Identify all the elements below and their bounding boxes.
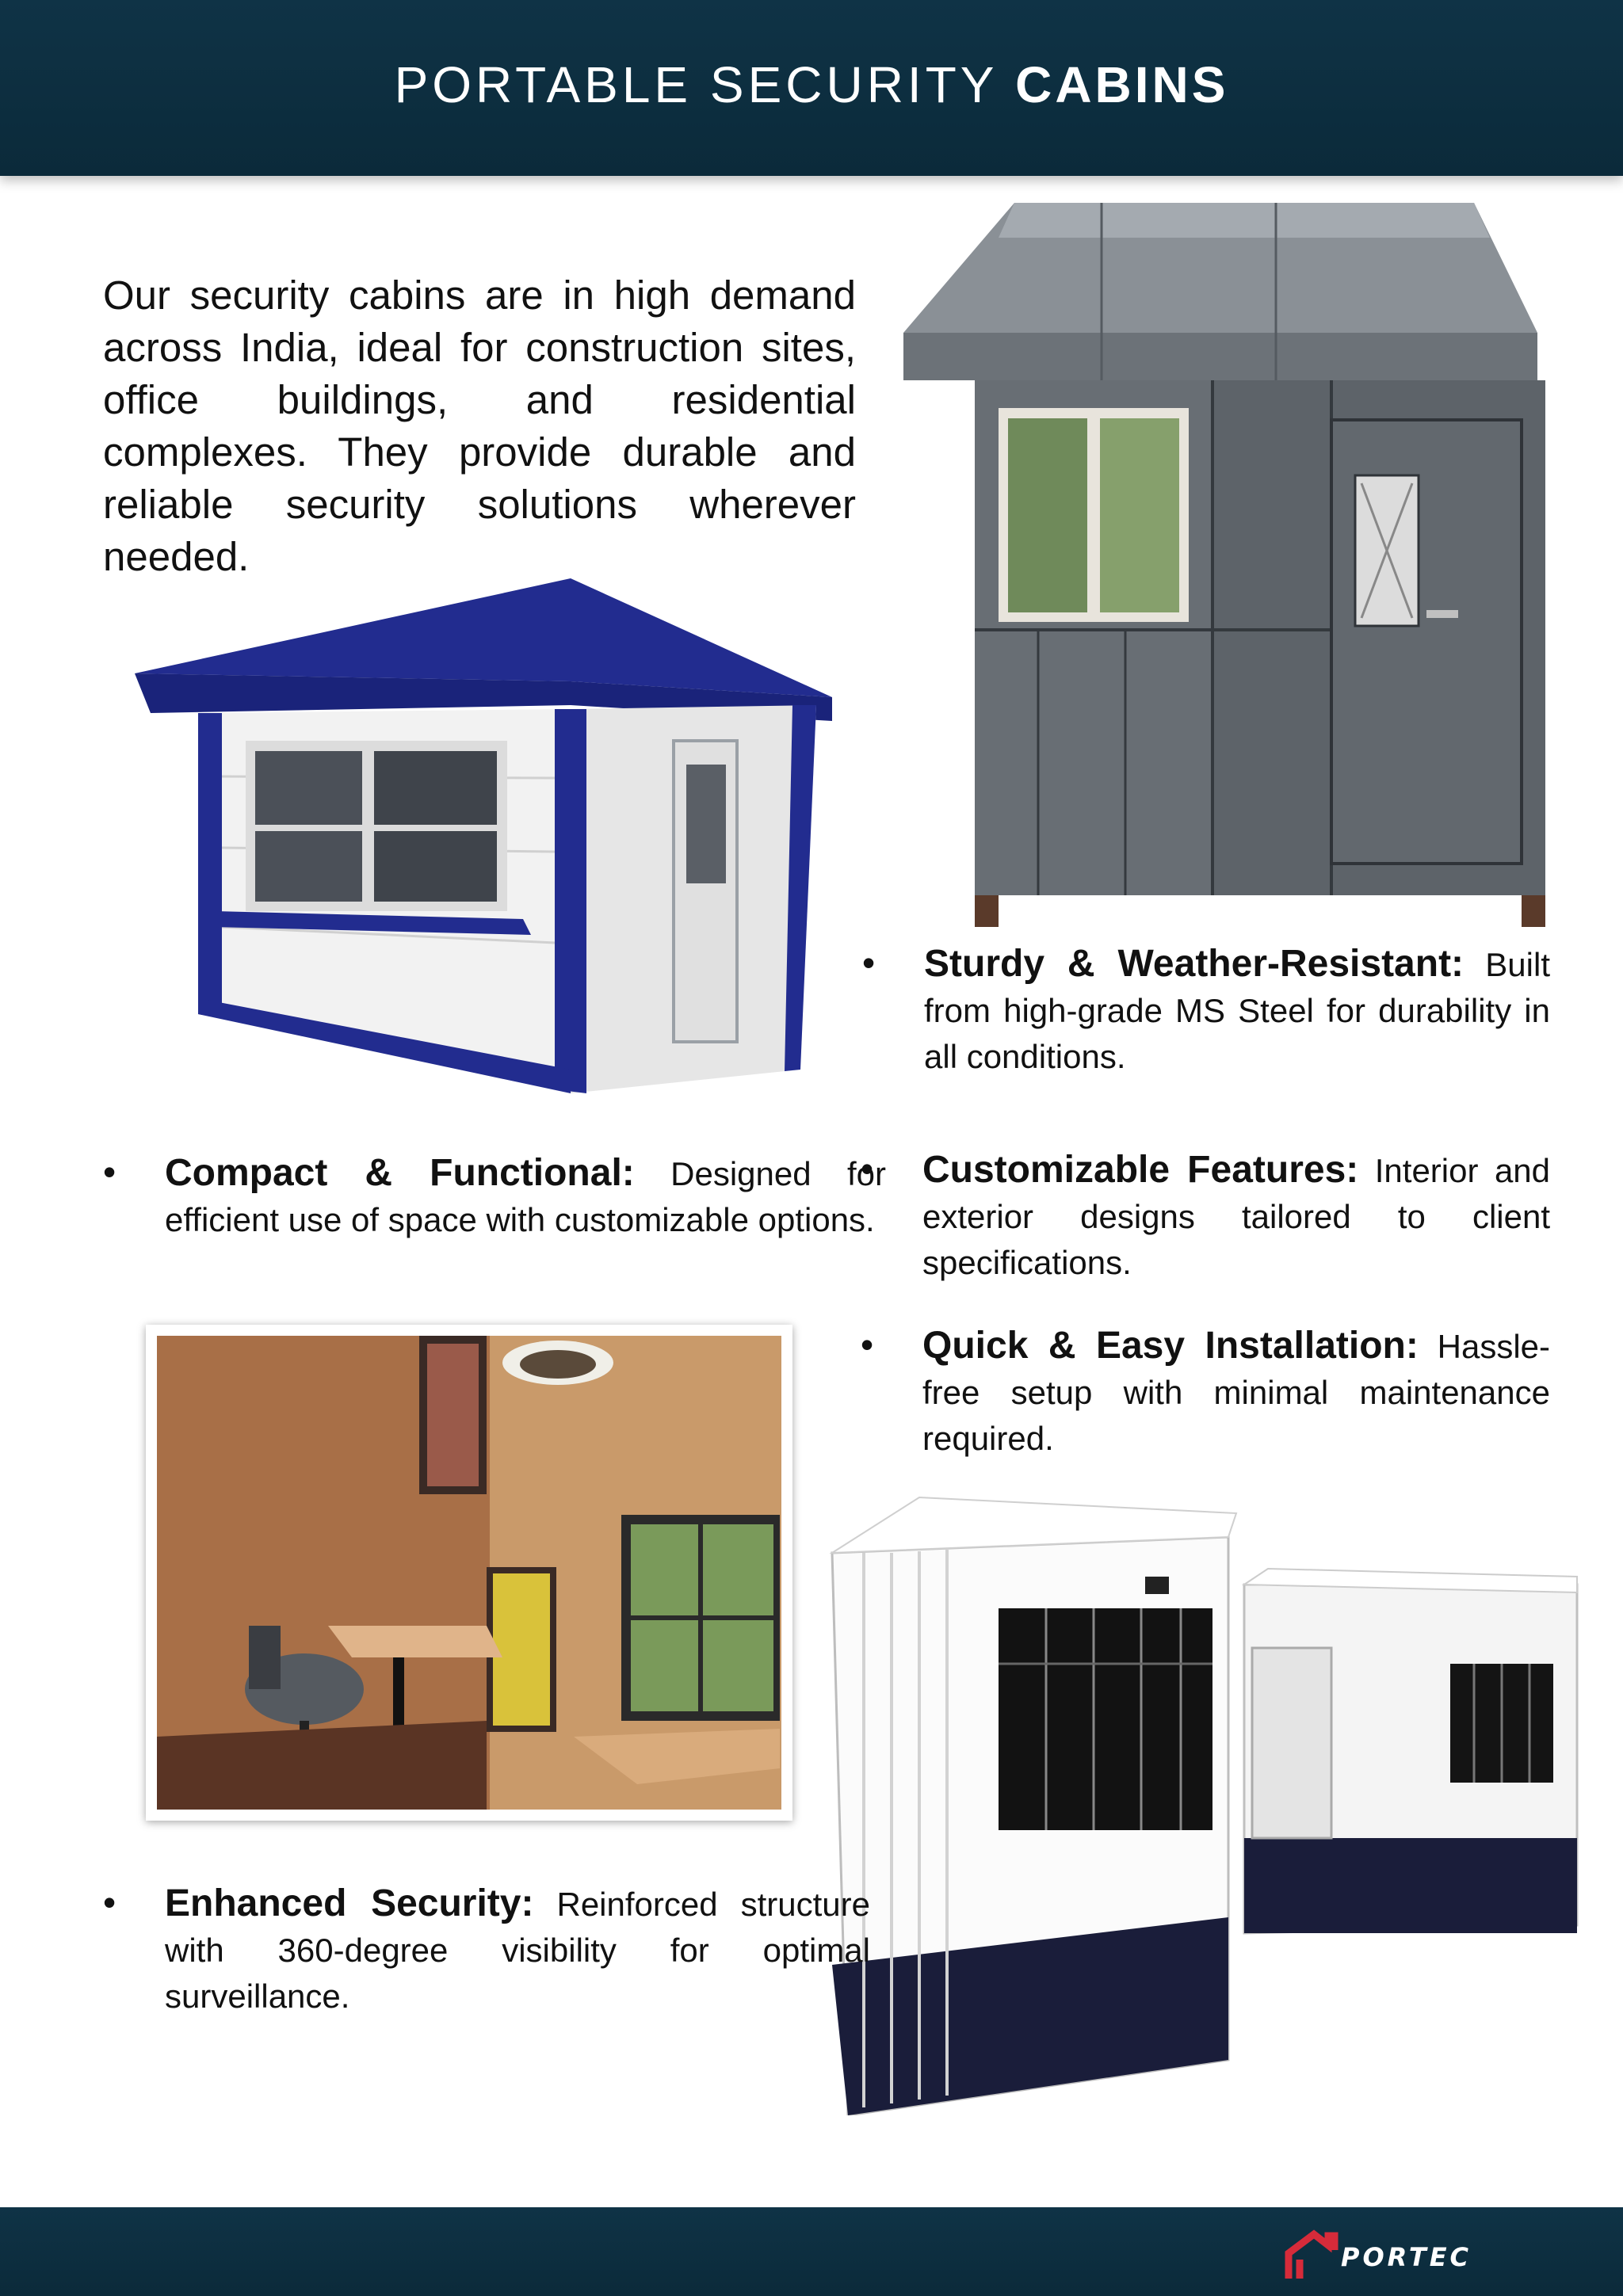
feature-sturdy-text: Built from high-grade MS Steel for durability in all conditions. <box>924 946 1550 1075</box>
page-footer <box>0 2207 1623 2296</box>
house-roof-icon <box>1282 2225 1346 2282</box>
interior-image <box>146 1325 792 1821</box>
feature-enhanced-security-title: Enhanced Security: <box>165 1882 534 1924</box>
white-blue-cabin-image <box>127 570 840 1093</box>
page-title <box>0 55 1623 114</box>
feature-quick-install-title: Quick & Easy Installation: <box>922 1325 1419 1367</box>
logo-text: PORTEC <box>1341 2242 1472 2272</box>
feature-customizable-text: Interior and exterior designs tailored to client specifications. <box>922 1152 1551 1281</box>
feature-customizable-title: Customizable Features: <box>922 1149 1359 1191</box>
feature-customizable <box>861 1147 1550 1286</box>
feature-enhanced-security <box>103 1881 870 2019</box>
portec-logo <box>1282 2225 1472 2282</box>
feature-sturdy-title: Sturdy & Weather-Resistant: <box>924 943 1465 985</box>
grey-cabin-image <box>888 198 1553 943</box>
feature-enhanced-security-text: Reinforced structure with 360-degree visibility for optimal surveillance. <box>165 1886 870 2015</box>
feature-quick-install-text: Hassle-free setup with minimal maintenance required. <box>922 1328 1551 1457</box>
feature-sturdy <box>862 941 1550 1080</box>
feature-compact <box>103 1150 886 1243</box>
white-container-cabins-image <box>816 1489 1585 2115</box>
intro-paragraph: Our security cabins are in high demand across India, ideal for construction sites, office buildings, and residential complexes. They provide durable and reliable security solutions wherever needed. <box>103 273 856 579</box>
page-title-bold: CABINS <box>1015 56 1229 113</box>
feature-compact-title: Compact & Functional: <box>165 1152 635 1194</box>
page-header <box>0 0 1623 176</box>
feature-compact-text: Designed for efficient use of space with customizable options. <box>165 1155 887 1238</box>
page-title-light: PORTABLE SECURITY <box>394 56 998 113</box>
feature-quick-install <box>861 1323 1550 1462</box>
